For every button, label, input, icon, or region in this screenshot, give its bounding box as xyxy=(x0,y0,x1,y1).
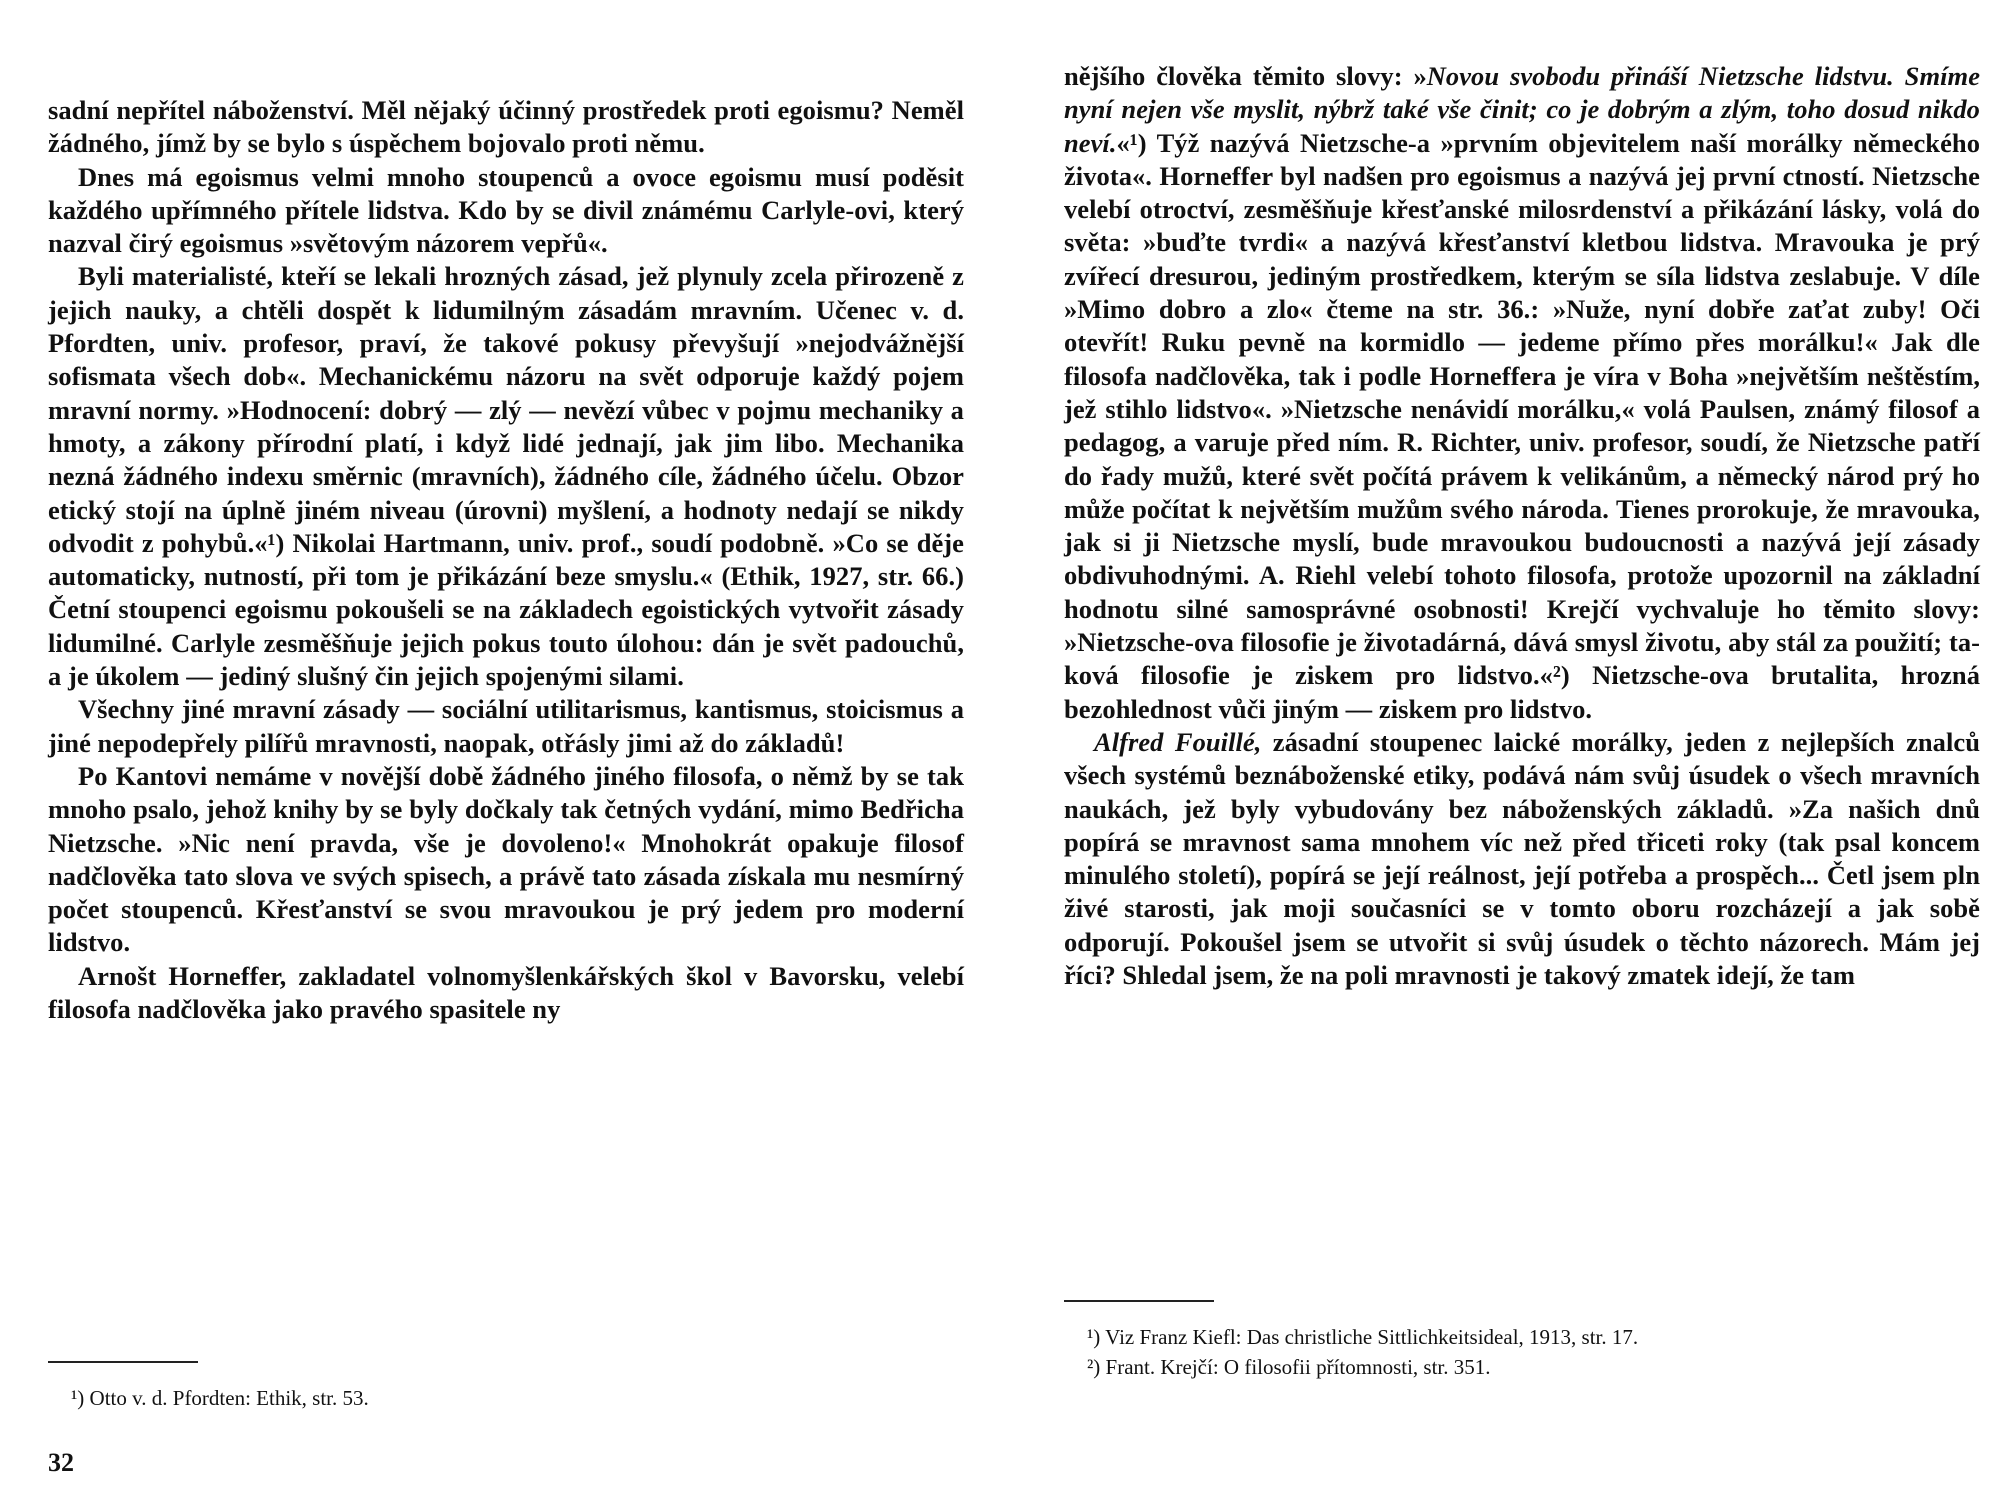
left-page xyxy=(48,0,964,1500)
text-run: zásadní stoupenec laické morálky, jeden z nejlepších znalců všech systémů beznáboženské etiky, podává nám svůj úsudek o všech mravních naukách, jež byly vybudovány bez náboženských základů. »Za našich dnů popírá se mravnost sama mnohem víc než před třiceti roky (tak psal koncem minulého století), popírá se její reálnost, její potřeba a prospěch... Četl jsem pln živé starosti, jak moji současníci se v tomto oboru rozcházejí a jak sobě odporují. Pokoušel jsem se utvořit si svůj úsudek o těchto názorech. Mám jej říci? Shledal jsem, že na poli mravnosti je takový zmatek idejí, že tam xyxy=(1064,726,1980,991)
right-page-body-text xyxy=(1064,60,1980,992)
text-run: Arnošt Horneffer, zakladatel volnomyšlenkářských škol v Bavorsku, velebí filosofa nadčlověka jako pravého spasitele ny xyxy=(48,960,964,1025)
text-run: Všechny jiné mravní zásady — sociální utilitarismus, kantismus, stoicismus a jiné nepodepřely pilířů mravnosti, naopak, otřásly jimi až do základů! xyxy=(48,694,964,758)
right-page-footnotes xyxy=(1064,1322,1980,1382)
left_page-paragraph xyxy=(48,94,964,161)
right_page-paragraph xyxy=(1064,726,1980,992)
left_page-paragraph xyxy=(48,960,964,1027)
page-number: 32 xyxy=(48,1448,74,1477)
footnote: ¹) Viz Franz Kiefl: Das christliche Sittlichkeitsideal, 1913, str. 17. xyxy=(1087,1325,1639,1349)
right-page xyxy=(1064,0,1980,1500)
right_page-paragraph xyxy=(1064,60,1980,726)
left-page-footnotes xyxy=(48,1383,964,1413)
text-run: Dnes má egoismus velmi mnoho stoupenců a ovoce egoismu musí poděsit každého upřímného přítele lidstva. Kdo by se divil známému Carlyle-ovi, který nazval čirý egoismus »světovým názorem vepřů«. xyxy=(48,161,964,259)
left_page-paragraph xyxy=(48,760,964,960)
text-run: Po Kantovi nemáme v novější době žádného jiného filosofa, o němž by se tak mnoho psalo, jehož knihy by se byly dočkaly tak četných vydání, mimo Bedřicha Nietzsche. »Nic není pravda, vše je dovoleno!« Mnohokrát opakuje filosof nadčlověka tato slova ve svých spisech, a právě tato zásada získala mu nesmírný počet stoupenců. Křesťanství se svou mravoukou je prý jedem pro moderní lidstvo. xyxy=(48,760,964,958)
text-run: nějšího člověka těmito slovy: » xyxy=(1064,61,1427,91)
right-footnote-divider xyxy=(1064,1300,1214,1302)
left_page-paragraph xyxy=(48,693,964,760)
footnote: ²) Frant. Krejčí: O filosofii přítomnosti, str. 351. xyxy=(1087,1355,1491,1379)
footnote: ¹) Otto v. d. Pfordten: Ethik, str. 53. xyxy=(71,1386,369,1410)
italic-text: Alfred Fouillé, xyxy=(1094,726,1262,757)
left_page-paragraph xyxy=(48,161,964,261)
text-run: sadní nepřítel náboženství. Měl nějaký účinný prostředek proti egoismu? Neměl žádného, jímž by se bylo s úspěchem bojovalo proti němu. xyxy=(48,95,964,159)
text-run: Byli materialisté, kteří se lekali hrozných zásad, jež plynuly zcela přirozeně z jejich nauky, a chtěli dospět k lidumilným zásadám mravním. Učenec v. d. Pfordten, univ. profesor, praví, že takové pokusy převyšují »nejodvážnější sofismata všech dob«. Mechanickému názoru na svět odporuje každý pojem mravní normy. »Hodnocení: dobrý — zlý — nevězí vůbec v pojmu mechaniky a hmoty, a zákony přírodní platí, i když lidé jednají, jak jim libo. Mechanika nezná žádného indexu směrnic (mravních), žádného cíle, žádného účelu. Obzor etický stojí na úplně jiném niveau (úrovni) myšlení, a hodnoty nedají se nikdy odvodit z pohybů.«¹) Nikolai Hartmann, univ. prof., soudí podobně. »Co se děje automaticky, nutností, při tom je přikázání beze smyslu.« (Ethik, 1927, str. 66.) Četní stoupenci egoismu pokoušeli se na základech egoistických vytvořit zásady lidumilné. Carlyle zesměšňuje jejich pokus touto úlohou: dán je svět padouchů, a je úkolem — jediný slušný čin jejich spojenými silami. xyxy=(48,261,964,692)
text-run: «¹) Týž nazývá Nietzsche-a »prvním objevitelem naší morálky německého života«. Horneffer byl nadšen pro egoismus a nazývá jej první ctností. Nietzsche velebí otroctví, zesměšňuje křesťanské milosrdenství a přikázání lásky, volá do světa: »buďte tvrdi« a nazývá křesťanství kletbou lidstva. Mravouka je prý zvířecí dresurou, jediným prostředkem, kterým se síla lidstva zeslabuje. V díle »Mimo dobro a zlo« čteme na str. 36.: »Nuže, nyní dobře zaťat zuby! Oči otevřít! Ruku pevně na kormidlo — jedeme přímo přes morálku!« Jak dle filosofa nadčlověka, tak i podle Horneffera je víra v Boha »největším neštěstím, jež stihlo lidstvo«. »Nietzsche nenávidí morálku,« volá Paulsen, známý filosof a pedagog, a varuje před ním. R. Richter, univ. profesor, soudí, že Nietzsche patří do řady mužů, které svět počítá právem k velikánům, a německý národ prý ho může počítat k největším mužům svého národa. Tienes prorokuje, že mravouka, jak si ji Nietzsche myslí, bude mravoukou budoucnosti a nazývá její zásady obdivuhodnými. A. Riehl velebí tohoto filosofa, protože upozornil na základní hodnotu silné samosprávné osobnosti! Krejčí vychvaluje ho těmito slovy: »Nietzsche-ova filosofie je životadárná, dává smysl životu, aby stál za použití; taková filosofie je ziskem pro lidstvo.«²) Nietzsche-ova brutalita, hrozná bezohlednost vůči jiným — ziskem pro lidstvo. xyxy=(1064,127,1980,724)
left_page-paragraph xyxy=(48,260,964,693)
left-page-body-text xyxy=(48,94,964,1026)
italic-text: Novou svobodu přináší Nietzsche lidstvu. Smíme nyní nejen vše myslit, nýbrž také vše činit; co je dobrým a zlým, toho dosud nikdo neví. xyxy=(1064,61,1980,158)
left-footnote-divider xyxy=(48,1361,198,1363)
